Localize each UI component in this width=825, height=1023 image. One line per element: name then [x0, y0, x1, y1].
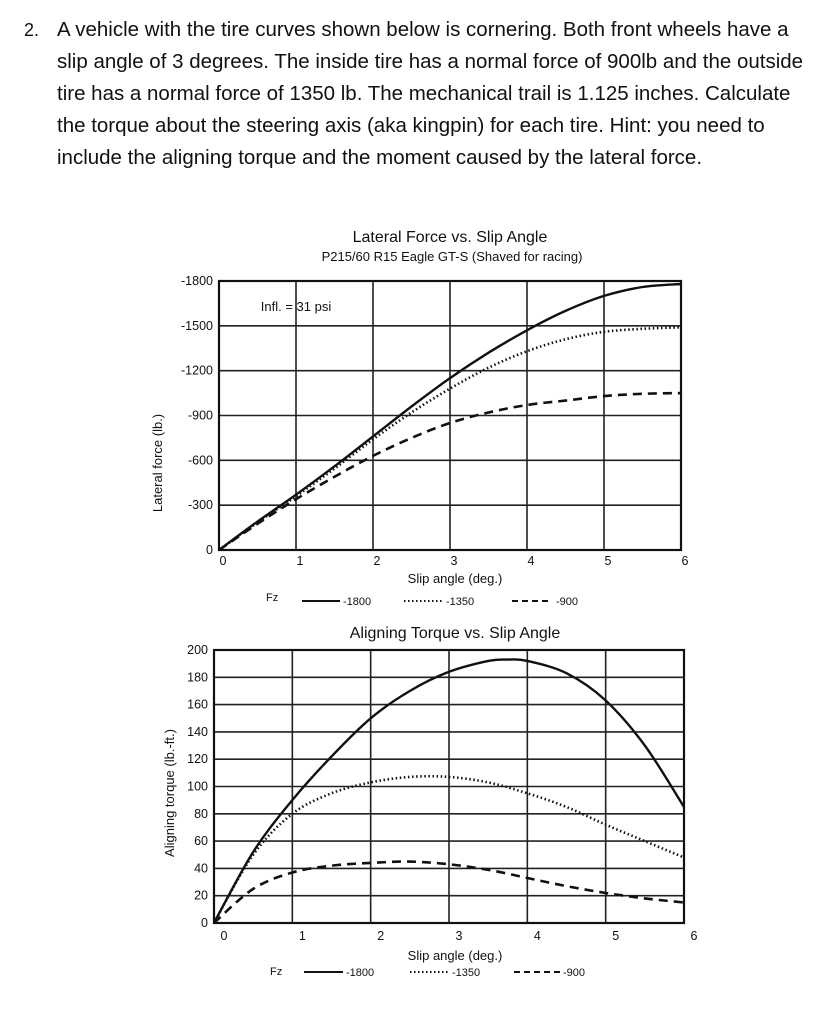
y-tick-label: -300 — [187, 498, 213, 513]
legend-entry: -1350 — [452, 967, 481, 979]
x-tick-label: 1 — [298, 929, 306, 943]
legend-entry: -1350 — [446, 596, 475, 608]
y-tick-label: 180 — [187, 670, 208, 685]
y-tick-label: 200 — [187, 643, 208, 657]
x-tick-label: 4 — [533, 929, 541, 943]
chart-subtitle: P215/60 R15 Eagle GT-S (Shaved for racing) — [321, 249, 583, 264]
y-tick-label: 100 — [187, 779, 208, 794]
y-tick-label: -1800 — [181, 274, 213, 288]
x-tick-label: 6 — [681, 554, 689, 568]
tick-labels — [187, 643, 697, 943]
y-tick-label: 140 — [187, 724, 208, 739]
grid — [214, 650, 684, 923]
grid — [219, 281, 681, 550]
x-tick-label: 1 — [296, 554, 304, 568]
problem-text: A vehicle with the tire curves shown below is cornering. Both front wheels have a slip angle of 3 degrees. The inside tire has a normal force of 900lb and the outside tire has a normal force of 1350 lb. The mechanical trail is 1.125 inches. Calculate the torque about the steering axis (aka kingpin) for each tire. Hint: you need to include the aligning torque and the moment caused by the lateral force. — [57, 18, 804, 169]
y-tick-label: 0 — [206, 543, 213, 557]
aligning-torque-chart — [0, 618, 825, 1023]
legend-entry: -1800 — [343, 596, 372, 608]
y-axis-label: Lateral force (lb.) — [150, 413, 165, 513]
y-tick-label: 160 — [187, 697, 208, 712]
x-tick-label: 3 — [450, 554, 458, 568]
x-axis-label: Slip angle (deg.) — [407, 948, 503, 963]
x-tick-label: 2 — [377, 929, 385, 943]
x-tick-label: 5 — [612, 929, 620, 943]
x-tick-label: 0 — [219, 554, 227, 568]
y-tick-label: 20 — [194, 888, 208, 903]
y-tick-label: -900 — [187, 408, 213, 423]
problem-number: 2. — [24, 20, 40, 40]
legend-entry: -1800 — [346, 967, 375, 979]
inflation-annotation: Infl. = 31 psi — [260, 299, 332, 314]
legend — [270, 966, 585, 979]
chart-title: Aligning Torque vs. Slip Angle — [349, 625, 561, 642]
chart-title: Lateral Force vs. Slip Angle — [352, 229, 548, 246]
lateral-force-chart — [0, 225, 825, 615]
y-tick-label: 40 — [194, 861, 208, 876]
y-tick-label: -1200 — [181, 363, 213, 378]
x-tick-label: 0 — [220, 929, 228, 943]
legend-title: Fz — [266, 592, 279, 604]
y-tick-label: -1500 — [181, 318, 213, 333]
y-tick-label: 80 — [194, 806, 208, 821]
y-axis-label: Aligning torque (lb.-ft.) — [162, 729, 177, 857]
legend — [266, 592, 578, 608]
x-axis-label: Slip angle (deg.) — [407, 571, 503, 586]
y-tick-label: 120 — [187, 752, 208, 767]
y-tick-label: 60 — [194, 834, 208, 849]
x-tick-label: 4 — [527, 554, 535, 568]
legend-entry: -900 — [563, 967, 586, 979]
y-tick-label: -600 — [187, 453, 213, 468]
x-tick-label: 3 — [455, 929, 463, 943]
x-tick-label: 2 — [373, 554, 381, 568]
y-tick-label: 0 — [201, 916, 208, 930]
x-tick-label: 6 — [690, 929, 698, 943]
legend-title: Fz — [270, 966, 283, 978]
problem-statement — [24, 14, 814, 174]
x-tick-label: 5 — [604, 554, 612, 568]
legend-entry: -900 — [556, 596, 579, 608]
